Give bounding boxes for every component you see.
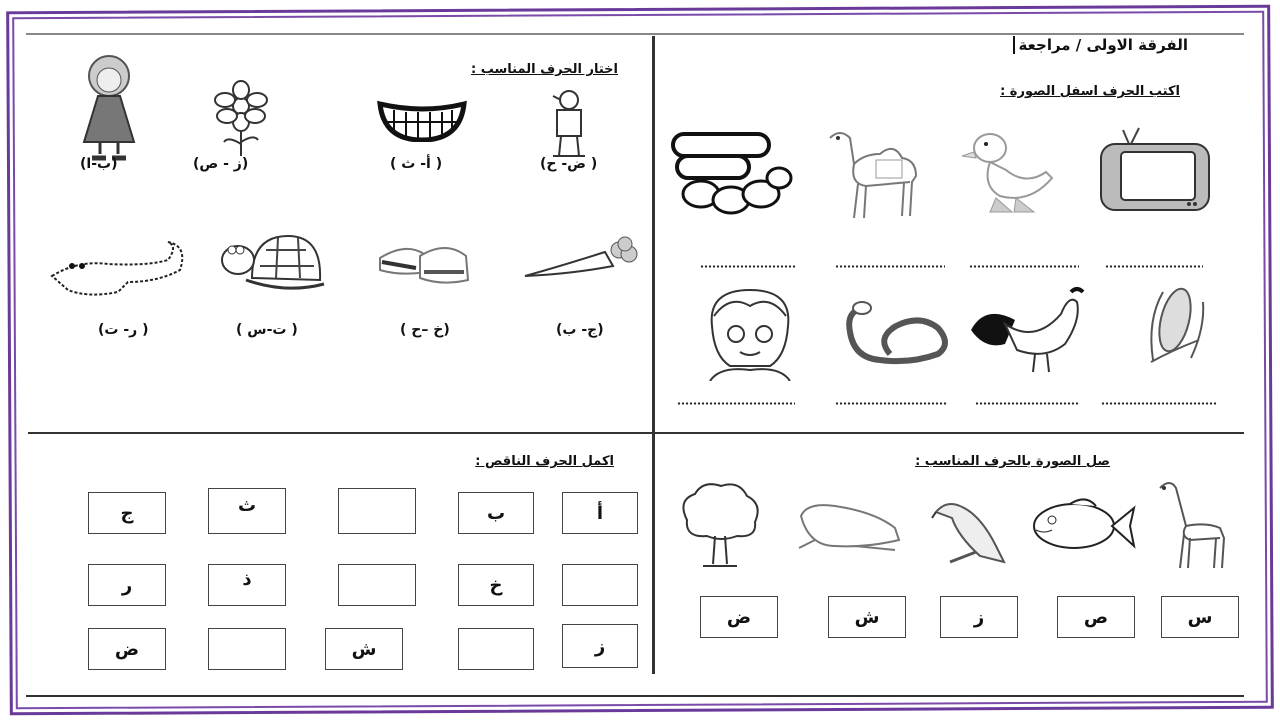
section-connect xyxy=(655,434,1244,696)
page-title: الفرقة الاولى / مراجعة xyxy=(1013,36,1188,54)
corn-picture xyxy=(1133,280,1213,370)
alphabet-box[interactable]: ز xyxy=(562,624,638,668)
alphabet-box[interactable]: أ xyxy=(562,492,638,534)
television-picture xyxy=(1095,124,1215,214)
answer-blank-rooster[interactable] xyxy=(975,402,1079,405)
alphabet-box[interactable]: ج xyxy=(88,492,166,534)
section-complete-letter xyxy=(28,434,652,696)
section-heading: اكمل الحرف الناقص : xyxy=(475,454,614,469)
alphabet-box[interactable]: خ xyxy=(458,564,534,606)
turtle-picture xyxy=(216,230,328,296)
fish-picture[interactable] xyxy=(1030,494,1140,556)
letter-box-5[interactable]: ض xyxy=(700,596,778,638)
alphabet-box[interactable]: ذ xyxy=(208,564,286,606)
answer-blank-corn[interactable] xyxy=(1101,402,1217,405)
giraffe-picture[interactable] xyxy=(1150,478,1230,570)
letter-box-2[interactable]: ص xyxy=(1057,596,1135,638)
choice-crocodile[interactable]: ( ر- ت) xyxy=(98,322,149,338)
choice-shoes[interactable]: (خ –ح ) xyxy=(400,322,450,338)
section-heading: اختار الحرف المناسب : xyxy=(471,62,618,77)
choice-girl[interactable]: (ب-ا) xyxy=(80,156,118,172)
alphabet-box[interactable] xyxy=(338,488,416,534)
section-heading: اكتب الحرف اسفل الصورة : xyxy=(1000,84,1180,99)
crocodile-picture xyxy=(48,236,188,302)
tree-picture[interactable] xyxy=(677,480,762,568)
alphabet-box[interactable] xyxy=(562,564,638,606)
letter-box-3[interactable]: ز xyxy=(940,596,1018,638)
alphabet-box[interactable] xyxy=(208,628,286,670)
choice-flower[interactable]: (ز - ص) xyxy=(193,156,249,172)
choice-turtle[interactable]: ( ت-س ) xyxy=(236,322,298,338)
alphabet-box[interactable]: ش xyxy=(325,628,403,670)
flower-picture xyxy=(206,78,276,158)
section-heading: صل الصورة بالحرف المناسب : xyxy=(915,454,1110,469)
duck-picture xyxy=(960,126,1060,216)
choice-carrot[interactable]: (ج- ب) xyxy=(556,322,604,338)
answer-blank-snake[interactable] xyxy=(835,402,947,405)
answer-blank-camel[interactable] xyxy=(835,265,945,268)
rooster-picture xyxy=(965,284,1095,376)
answer-blank-boy[interactable] xyxy=(677,402,795,405)
teeth-picture xyxy=(376,98,468,142)
alphabet-box[interactable] xyxy=(458,628,534,670)
eagle-picture[interactable] xyxy=(930,496,1012,568)
shoes-picture xyxy=(376,232,472,288)
answer-blank-duck[interactable] xyxy=(969,265,1079,268)
frog-picture[interactable] xyxy=(795,496,905,556)
camel-picture xyxy=(820,124,925,224)
carrot-picture xyxy=(521,236,643,286)
alphabet-box[interactable]: ث xyxy=(208,488,286,534)
soldier-picture xyxy=(543,86,593,158)
answer-blank-cucumber[interactable] xyxy=(700,265,796,268)
girl-picture xyxy=(74,54,144,162)
cucumber-picture xyxy=(665,128,795,220)
letter-box-1[interactable]: س xyxy=(1161,596,1239,638)
letter-box-4[interactable]: ش xyxy=(828,596,906,638)
alphabet-box[interactable]: ب xyxy=(458,492,534,534)
choice-soldier[interactable]: ( ض- ح) xyxy=(540,156,598,172)
alphabet-box[interactable]: ر xyxy=(88,564,166,606)
boy-picture xyxy=(700,286,800,381)
answer-blank-tv[interactable] xyxy=(1105,265,1203,268)
section-choose-letter xyxy=(28,36,652,432)
alphabet-box[interactable]: ض xyxy=(88,628,166,670)
snake-picture xyxy=(840,298,955,370)
section-write-letter xyxy=(655,36,1244,432)
alphabet-box[interactable] xyxy=(338,564,416,606)
choice-teeth[interactable]: ( أ- ث ) xyxy=(390,156,443,172)
